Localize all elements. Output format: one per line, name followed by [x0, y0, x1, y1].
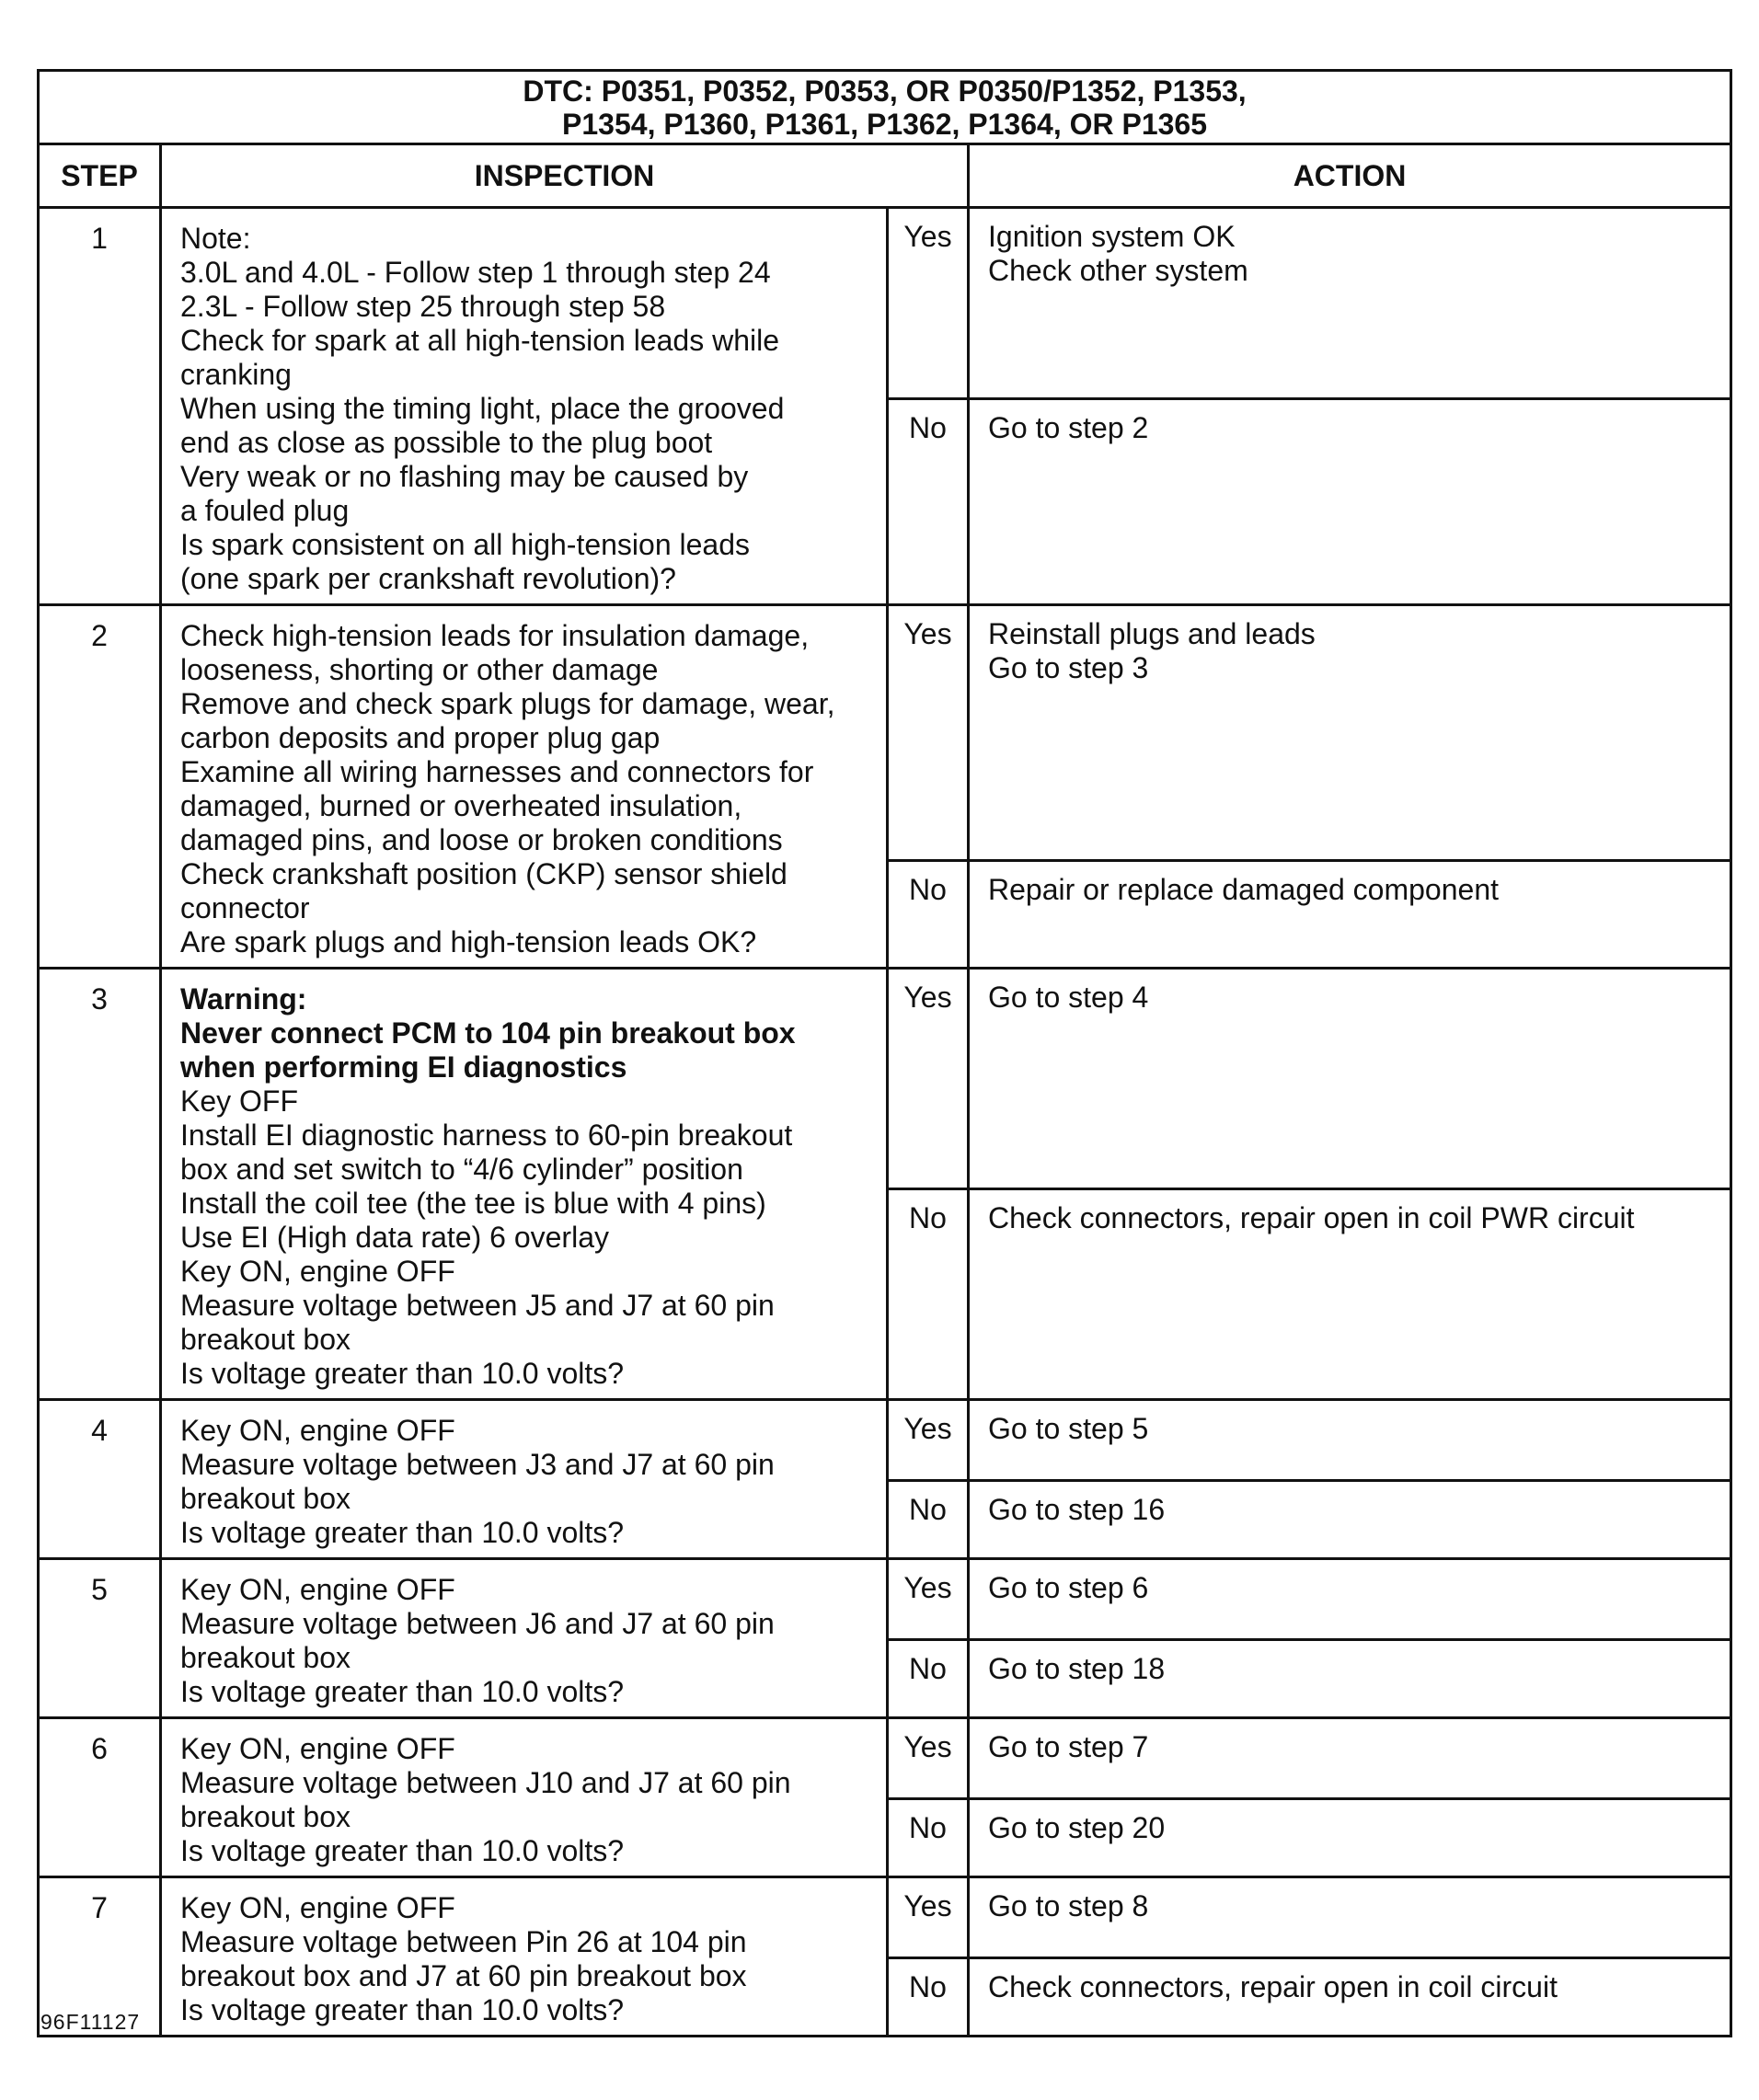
inspection-line: Never connect PCM to 104 pin breakout box	[180, 1016, 796, 1050]
inspection-line: breakout box	[180, 1482, 351, 1515]
step-number: 3	[39, 969, 161, 1400]
inspection-line: Measure voltage between J3 and J7 at 60 pin	[180, 1448, 775, 1481]
inspection-line: carbon deposits and proper plug gap	[180, 721, 661, 754]
inspection-line: end as close as possible to the plug boot	[180, 426, 713, 459]
yes-action	[969, 1559, 1731, 1640]
action-line: Go to step 16	[988, 1493, 1166, 1527]
inspection-line: 2.3L - Follow step 25 through step 58	[180, 290, 666, 323]
action-line: Ignition system OK	[988, 220, 1236, 253]
header-step: STEP	[39, 144, 161, 208]
inspection-line: Warning:	[180, 982, 307, 1016]
yes-label: Yes	[888, 1877, 969, 1958]
yes-label: Yes	[888, 1559, 969, 1640]
inspection-line: Use EI (High data rate) 6 overlay	[180, 1221, 609, 1254]
inspection-cell	[161, 605, 888, 969]
yes-action	[969, 605, 1731, 861]
inspection-line: Measure voltage between Pin 26 at 104 pin	[180, 1925, 747, 1958]
action-line: Go to step 7	[988, 1730, 1149, 1763]
inspection-line: damaged pins, and loose or broken conditions	[180, 823, 783, 856]
inspection-line: Check crankshaft position (CKP) sensor shield	[180, 857, 788, 890]
inspection-line: Note:	[180, 222, 251, 255]
step-number: 1	[39, 208, 161, 605]
inspection-line: Key ON, engine OFF	[180, 1255, 455, 1288]
yes-label: Yes	[888, 208, 969, 399]
no-action	[969, 398, 1731, 604]
dtc-diagnostic-table	[37, 69, 1732, 2037]
inspection-cell	[161, 1559, 888, 1718]
header-row	[39, 144, 1731, 208]
title-line-1: DTC: P0351, P0352, P0353, OR P0350/P1352, P1353,	[523, 75, 1247, 108]
no-action	[969, 860, 1731, 968]
no-label: No	[888, 398, 969, 604]
inspection-line: Is spark consistent on all high-tension leads	[180, 528, 751, 561]
figure-code: 96F11127	[40, 2010, 141, 2034]
inspection-line: Measure voltage between J10 and J7 at 60 pin	[180, 1766, 791, 1799]
inspection-line: Is voltage greater than 10.0 volts?	[180, 1993, 625, 2026]
yes-label: Yes	[888, 969, 969, 1189]
action-line: Go to step 3	[988, 651, 1149, 684]
inspection-line: Key ON, engine OFF	[180, 1573, 455, 1606]
inspection-line: Install the coil tee (the tee is blue with 4 pins)	[180, 1187, 766, 1220]
inspection-line: Key OFF	[180, 1084, 299, 1118]
action-line: Repair or replace damaged component	[988, 872, 1499, 906]
inspection-cell	[161, 969, 888, 1400]
step-number: 6	[39, 1718, 161, 1877]
inspection-line: Measure voltage between J5 and J7 at 60 pin	[180, 1289, 775, 1322]
inspection-line: Key ON, engine OFF	[180, 1732, 455, 1765]
no-action	[969, 1189, 1731, 1400]
header-action: ACTION	[969, 144, 1731, 208]
no-action	[969, 1481, 1731, 1559]
action-line: Check connectors, repair open in coil circuit	[988, 1970, 1558, 2004]
inspection-line: damaged, burned or overheated insulation,	[180, 789, 742, 822]
action-line: Go to step 2	[988, 410, 1149, 444]
inspection-line: Key ON, engine OFF	[180, 1414, 455, 1447]
table-row	[39, 1718, 1731, 1799]
yes-label: Yes	[888, 605, 969, 861]
no-label: No	[888, 1958, 969, 2037]
inspection-line: Check high-tension leads for insulation damage,	[180, 619, 810, 652]
yes-label: Yes	[888, 1400, 969, 1481]
no-action	[969, 1799, 1731, 1877]
table-row	[39, 208, 1731, 399]
table-row	[39, 1877, 1731, 1958]
inspection-line: Key ON, engine OFF	[180, 1891, 455, 1924]
step-number: 2	[39, 605, 161, 969]
title-line-2: P1354, P1360, P1361, P1362, P1364, OR P1365	[562, 108, 1208, 141]
header-inspection: INSPECTION	[161, 144, 969, 208]
step-number: 5	[39, 1559, 161, 1718]
step-number: 4	[39, 1400, 161, 1559]
inspection-line: box and set switch to “4/6 cylinder” position	[180, 1153, 743, 1186]
inspection-line: Very weak or no flashing may be caused by	[180, 460, 749, 493]
inspection-line: Measure voltage between J6 and J7 at 60 pin	[180, 1607, 775, 1640]
yes-action	[969, 1877, 1731, 1958]
no-label: No	[888, 1799, 969, 1877]
no-action	[969, 1640, 1731, 1718]
action-line: Go to step 18	[988, 1652, 1166, 1686]
action-line: Go to step 6	[988, 1571, 1149, 1604]
inspection-line: connector	[180, 891, 310, 924]
table-row	[39, 605, 1731, 861]
inspection-cell	[161, 1877, 888, 2037]
table-title	[39, 71, 1731, 144]
inspection-line: (one spark per crankshaft revolution)?	[180, 562, 676, 595]
inspection-line: Are spark plugs and high-tension leads OK?	[180, 925, 757, 958]
no-label: No	[888, 1640, 969, 1718]
inspection-line: Examine all wiring harnesses and connectors for	[180, 755, 814, 788]
inspection-line: when performing EI diagnostics	[180, 1050, 627, 1084]
yes-action	[969, 1718, 1731, 1799]
action-line: Go to step 5	[988, 1412, 1149, 1445]
inspection-cell	[161, 208, 888, 605]
no-label: No	[888, 860, 969, 968]
no-action	[969, 1958, 1731, 2037]
inspection-line: looseness, shorting or other damage	[180, 653, 659, 686]
action-line: Go to step 20	[988, 1811, 1166, 1845]
inspection-line: breakout box	[180, 1641, 351, 1674]
inspection-cell	[161, 1718, 888, 1877]
inspection-line: Remove and check spark plugs for damage, wear,	[180, 687, 835, 720]
inspection-line: cranking	[180, 358, 292, 391]
inspection-line: breakout box	[180, 1323, 351, 1356]
table-row	[39, 1400, 1731, 1481]
inspection-line: When using the timing light, place the grooved	[180, 392, 785, 425]
action-line: Reinstall plugs and leads	[988, 617, 1316, 650]
inspection-line: breakout box	[180, 1800, 351, 1833]
inspection-line: Is voltage greater than 10.0 volts?	[180, 1675, 625, 1708]
action-line: Check connectors, repair open in coil PWR circuit	[988, 1201, 1635, 1235]
inspection-line: breakout box and J7 at 60 pin breakout box	[180, 1959, 747, 1992]
title-row	[39, 71, 1731, 144]
action-line: Go to step 4	[988, 981, 1149, 1014]
steps-body	[39, 208, 1731, 2037]
table-row	[39, 1559, 1731, 1640]
inspection-line: 3.0L and 4.0L - Follow step 1 through step 24	[180, 256, 771, 289]
table-row	[39, 969, 1731, 1189]
inspection-line: Is voltage greater than 10.0 volts?	[180, 1516, 625, 1549]
inspection-line: Check for spark at all high-tension leads while	[180, 324, 779, 357]
inspection-line: Install EI diagnostic harness to 60-pin breakout	[180, 1119, 793, 1152]
yes-action	[969, 208, 1731, 399]
inspection-line: Is voltage greater than 10.0 volts?	[180, 1357, 625, 1390]
no-label: No	[888, 1189, 969, 1400]
yes-label: Yes	[888, 1718, 969, 1799]
step-number: 7	[39, 1877, 161, 2037]
yes-action	[969, 1400, 1731, 1481]
action-line: Check other system	[988, 254, 1248, 287]
yes-action	[969, 969, 1731, 1189]
action-line: Go to step 8	[988, 1889, 1149, 1922]
inspection-line: a fouled plug	[180, 494, 350, 527]
inspection-cell	[161, 1400, 888, 1559]
inspection-line: Is voltage greater than 10.0 volts?	[180, 1834, 625, 1867]
no-label: No	[888, 1481, 969, 1559]
